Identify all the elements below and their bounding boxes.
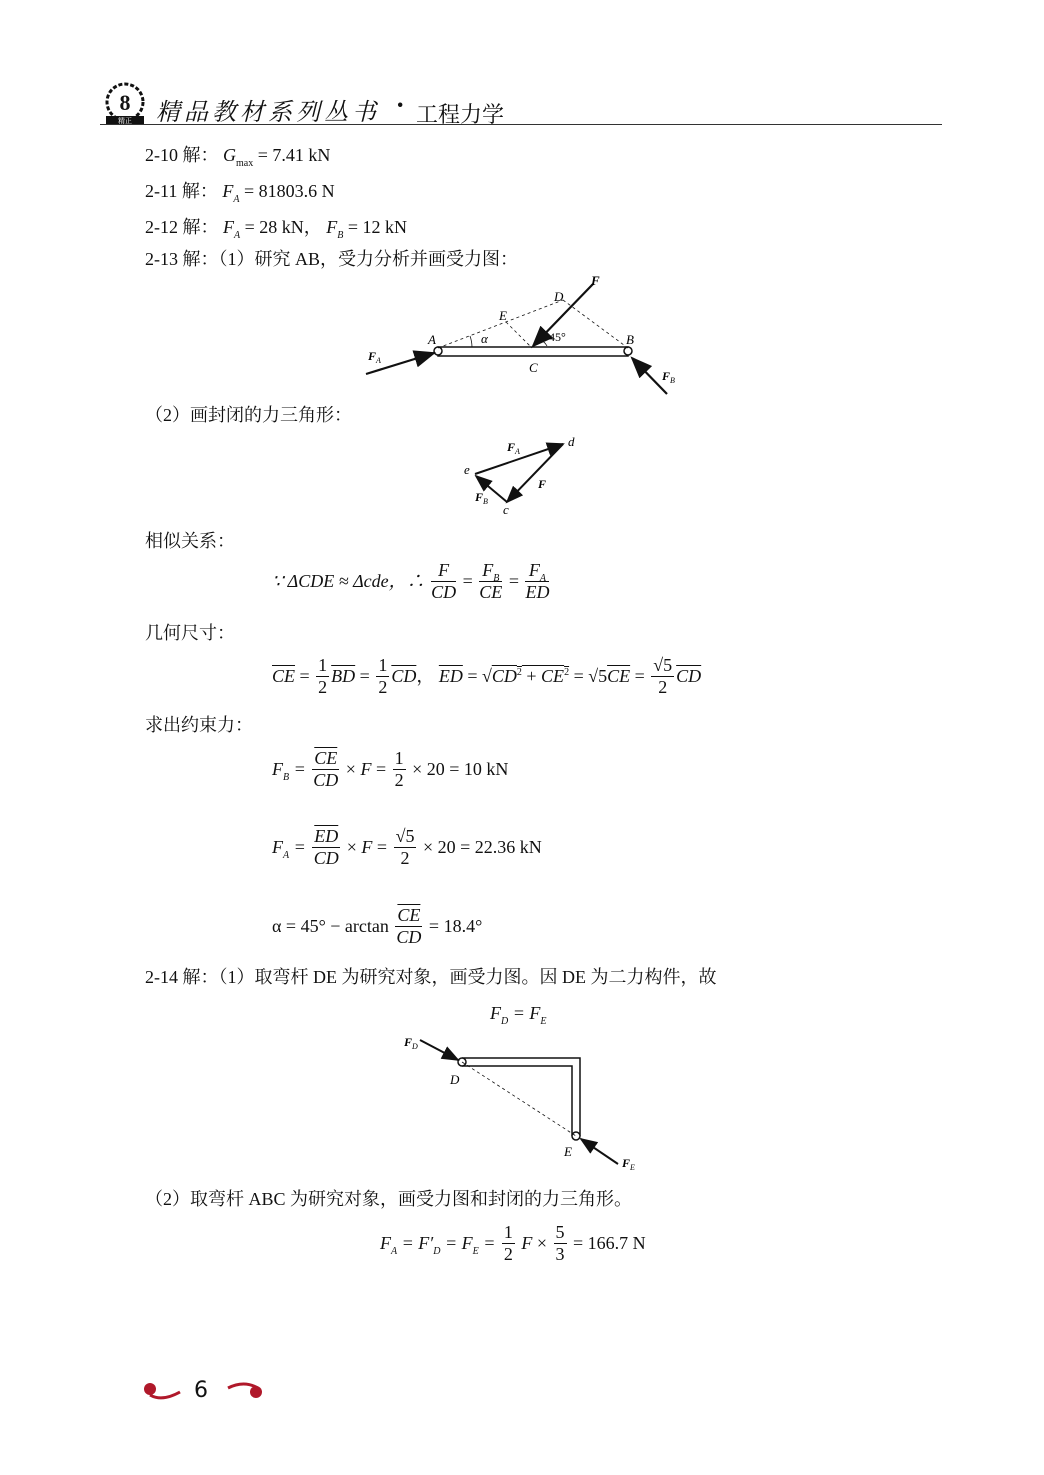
tri-label-e: e: [464, 462, 470, 477]
fa-symbol: F: [222, 181, 234, 201]
frac-fa-ed: $\frac{F_A}{ED}$: [525, 560, 550, 602]
final-result: = 166.7 N: [573, 1233, 646, 1254]
line-2-13: 2-13 解：（1）研究 AB，受力分析并画受力图：: [145, 249, 518, 269]
fa-symbol-2: F: [223, 217, 234, 237]
force-fd-arrow: [420, 1040, 458, 1060]
tri-label-fa: $F_A$: [507, 440, 520, 456]
force-fe-arrow: [581, 1139, 618, 1164]
fb-value: = 12 kN: [343, 217, 408, 237]
eq-fa: $F_A$ = $\frac{\overline{ED}}{CD}$ × F = $\frac{√5}{2}$ × 20 = 22.36 kN: [272, 826, 542, 868]
subject-title: 工程力学: [416, 103, 505, 128]
alpha-lhs: α = 45° − arctan: [272, 916, 389, 937]
alpha-arc: [470, 336, 472, 347]
eq-geometry: $\overline{CE}$ = $\frac{1}{2}$ $\overline{BD}$ = $\frac{1}{2}$ $\overline{CD}$， $\overline{ED} = √CD^2 + CE^2 = √5\overline{CE}$ = $\frac{√5}{2}$ $\overline{CD}$: [272, 655, 702, 697]
fb-result: × 20 = 10 kN: [412, 759, 509, 780]
alpha-rhs: = 18.4°: [428, 916, 483, 937]
fa-subscript: A: [233, 194, 240, 205]
tri-label-d: d: [568, 434, 575, 449]
figure-bent-bar-de: [400, 1030, 660, 1180]
line-2-14-b: （2）取弯杆 ABC 为研究对象，画受力图和封闭的力三角形。: [145, 1189, 633, 1209]
line-solve: 求出约束力：: [145, 715, 253, 735]
eq-alpha: α = 45° − arctan $\frac{\overline{CE}}{CD}$ = 18.4°: [272, 905, 483, 947]
fa-value: = 81803.6 N: [239, 181, 335, 201]
fa-result: × 20 = 22.36 kN: [422, 837, 542, 858]
fa-value-2: = 28 kN，: [240, 217, 322, 237]
line-2-12: [145, 217, 408, 241]
eq-fd-fe: $F_D = F_E$: [490, 1003, 547, 1027]
gmax-symbol: G: [223, 145, 236, 165]
label-alpha: α: [481, 331, 488, 346]
header: [100, 82, 942, 128]
line-closed-triangle: （2）画封闭的力三角形：: [145, 405, 352, 425]
hinge-a: [434, 347, 442, 355]
dashed-db: [563, 300, 628, 348]
tri-label-fb: $F_B$: [475, 490, 488, 506]
label-fb: $F_B$: [662, 369, 675, 385]
bent-bar-inner: [462, 1066, 572, 1136]
fb-subscript: B: [337, 230, 344, 241]
geom-bd: $\overline{BD}$: [331, 666, 356, 687]
line-2-10-prefix: 2-10 解：: [145, 145, 219, 165]
line-2-11: [145, 181, 335, 205]
fb-symbol: F: [326, 217, 338, 237]
label-fa: $F_A$: [368, 349, 381, 365]
line-2-11-prefix: 2-11 解：: [145, 181, 218, 201]
eq-similarity: ∵ ΔCDE ≈ Δcde，∴ $\frac{F}{CD}$ = $\frac{F_B}{CE}$ = $\frac{F_A}{ED}$: [272, 560, 550, 602]
hinge-b: [624, 347, 632, 355]
header-dot: ·: [396, 90, 409, 119]
fig3-label-e: E: [564, 1144, 572, 1159]
line-geom: 几何尺寸：: [145, 623, 235, 643]
geom-ed: $\overline{ED}$: [438, 666, 463, 687]
dashed-ec: [506, 322, 532, 348]
footer: [140, 1378, 280, 1408]
label-b: B: [626, 332, 634, 347]
fig3-label-fe: $F_E$: [622, 1156, 635, 1172]
page-number: 6: [194, 1378, 208, 1403]
label-c: C: [529, 360, 538, 375]
figure-beam-ab: [360, 270, 690, 400]
frac-f-cd: $\frac{F}{CD}$: [431, 560, 457, 602]
beam-ab: [438, 347, 628, 356]
bent-bar-outer: [462, 1058, 580, 1136]
publisher-logo-icon: [102, 82, 148, 126]
footer-swirl-right-icon: [226, 1380, 266, 1402]
fig3-label-fd: $F_D$: [404, 1035, 418, 1051]
line-similar: 相似关系：: [145, 531, 235, 551]
series-title: 精品教材系列丛书: [156, 98, 380, 126]
tri-label-c: c: [503, 502, 509, 517]
fig3-label-d: D: [450, 1072, 460, 1087]
label-45: 45°: [549, 330, 566, 344]
figure-force-triangle: [455, 430, 595, 520]
gmax-value: = 7.41 kN: [253, 145, 331, 165]
dashed-de: [462, 1062, 576, 1136]
fa-subscript-2: A: [234, 230, 241, 241]
eq-fb: $F_B$ = $\frac{\overline{CE}}{CD}$ × F = $\frac{1}{2}$ × 20 = 10 kN: [272, 748, 509, 790]
eq-final: $F_A = F'_D = F_E$ = $\frac{1}{2}$ F × $\frac{5}{3}$ = 166.7 N: [380, 1222, 646, 1264]
line-2-12-prefix: 2-12 解：: [145, 217, 219, 237]
line-2-10: [145, 145, 331, 169]
footer-swirl-left-icon: [140, 1380, 182, 1402]
frac-fb-ce: $\frac{F_B}{CE}$: [479, 560, 503, 602]
line-2-14: 2-14 解：（1）取弯杆 DE 为研究对象，画受力图。因 DE 为二力构件，故: [145, 967, 717, 987]
label-d: D: [554, 289, 564, 304]
geom-cd: $\overline{CD}$: [391, 666, 417, 687]
label-e: E: [499, 308, 507, 323]
gmax-subscript: max: [236, 158, 254, 169]
sim-lhs: ∵ ΔCDE ≈ Δcde，∴: [272, 571, 425, 592]
angle-45-arc: [540, 340, 547, 346]
svg-text:8: 8: [119, 90, 131, 115]
geom-ce: $\overline{CE}$: [272, 666, 296, 687]
label-a: A: [428, 332, 436, 347]
tri-label-f: F: [538, 477, 547, 491]
header-rule: [100, 124, 942, 125]
label-f: F: [591, 273, 600, 288]
logo-text: 精正: [118, 117, 132, 125]
